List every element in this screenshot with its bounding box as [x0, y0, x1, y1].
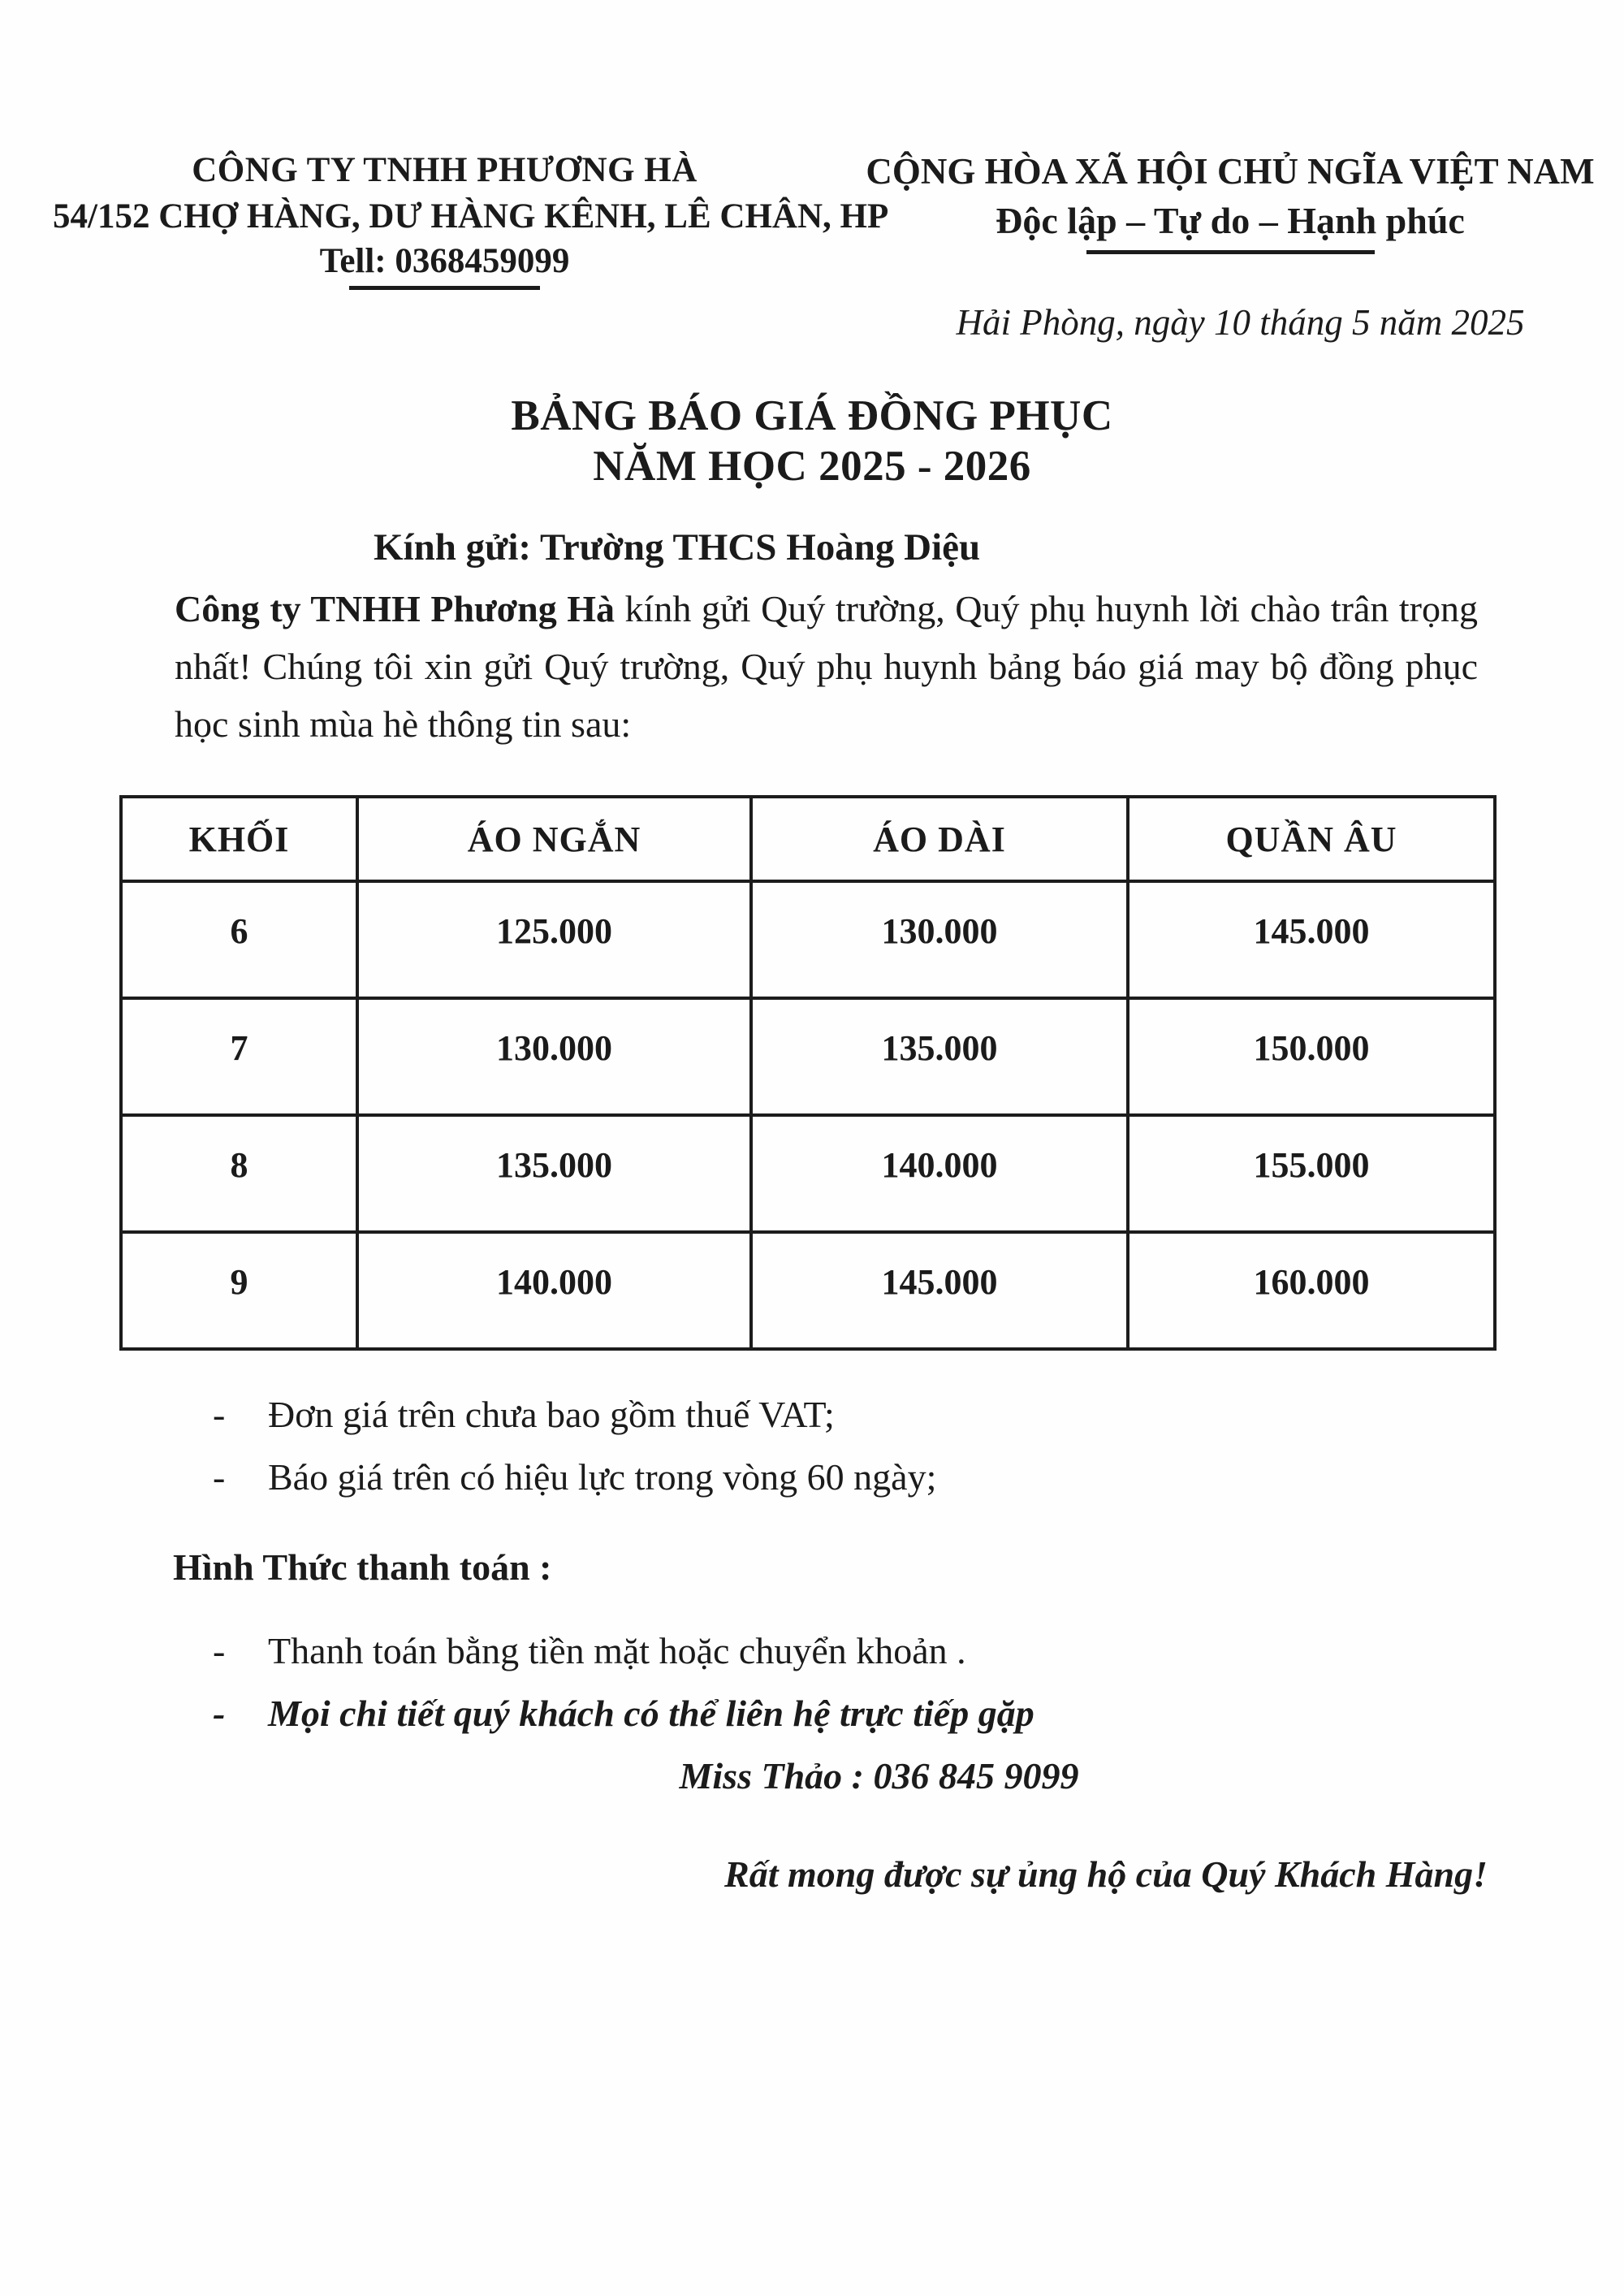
table-cell-price: 145.000: [1128, 881, 1495, 998]
note-text: Báo giá trên có hiệu lực trong vòng 60 ngày;: [268, 1456, 937, 1498]
table-cell-price: 150.000: [1128, 998, 1495, 1115]
closing-line: Rất mong được sự ủng hộ của Quý Khách Hàng!: [724, 1853, 1488, 1896]
note-item: [213, 1455, 1624, 1498]
table-cell-price: 135.000: [357, 1115, 751, 1232]
payment-items-list: [213, 1629, 1624, 1735]
notes-list: [213, 1393, 1624, 1498]
intro-company-name: Công ty TNHH Phương Hà: [175, 588, 615, 629]
table-cell-grade: 9: [121, 1232, 357, 1349]
table-header-khoi: KHỐI: [121, 797, 357, 881]
table-cell-price: 140.000: [751, 1115, 1128, 1232]
document-date: Hải Phòng, ngày 10 tháng 5 năm 2025: [956, 302, 1525, 343]
price-table: [119, 795, 1497, 1351]
table-cell-grade: 7: [121, 998, 357, 1115]
table-cell-price: 145.000: [751, 1232, 1128, 1349]
company-address: 54/152 CHỢ HÀNG, DƯ HÀNG KÊNH, LÊ CHÂN, HP: [53, 197, 889, 236]
table-header-ao-dai: ÁO DÀI: [751, 797, 1128, 881]
table-cell-price: 130.000: [357, 998, 751, 1115]
national-header-block: [836, 150, 1624, 344]
phone-underline-rule: [349, 286, 540, 290]
payment-heading: Hình Thức thanh toán :: [173, 1546, 552, 1589]
table-cell-price: 135.000: [751, 998, 1128, 1115]
table-cell-grade: 6: [121, 881, 357, 998]
document-title: [0, 391, 1624, 491]
note-item: [213, 1393, 1624, 1436]
payment-item: [213, 1629, 1624, 1672]
contact-line: Miss Thảo : 036 845 9099: [679, 1755, 1079, 1797]
payment-item-text: Thanh toán bằng tiền mặt hoặc chuyển khoản .: [268, 1630, 966, 1672]
payment-item: [213, 1692, 1624, 1735]
document-header: [0, 0, 1624, 344]
table-cell-grade: 8: [121, 1115, 357, 1232]
table-cell-price: 130.000: [751, 881, 1128, 998]
company-header-block: [53, 150, 889, 344]
table-row: [121, 881, 1495, 998]
company-phone: Tell: 0368459099: [319, 242, 570, 280]
dash-bullet: -: [213, 1693, 226, 1735]
national-motto: Độc lập – Tự do – Hạnh phúc: [996, 200, 1465, 241]
dash-bullet: -: [213, 1394, 226, 1436]
intro-text: kính gửi Quý trường, Quý phụ huynh lời chào trân trọng nhất! Chúng tôi xin gửi Quý trường, Quý phụ huynh bảng báo giá may bộ đồng phục học sinh mùa hè thông tin sau:: [175, 588, 1479, 745]
recipient-line: Kính gửi: Trường THCS Hoàng Diệu: [374, 526, 981, 569]
dash-bullet: -: [213, 1456, 226, 1498]
payment-item-text: Mọi chi tiết quý khách có thể liên hệ trực tiếp gặp: [268, 1693, 1034, 1735]
table-cell-price: 140.000: [357, 1232, 751, 1349]
note-text: Đơn giá trên chưa bao gồm thuế VAT;: [268, 1394, 835, 1436]
table-header-quan-au: QUẦN ÂU: [1128, 797, 1495, 881]
table-row: [121, 1232, 1495, 1349]
document-title-line2: NĂM HỌC 2025 - 2026: [593, 443, 1031, 490]
table-row: [121, 998, 1495, 1115]
company-name: CÔNG TY TNHH PHƯƠNG HÀ: [192, 151, 698, 189]
table-cell-price: 125.000: [357, 881, 751, 998]
table-cell-price: 155.000: [1128, 1115, 1495, 1232]
dash-bullet: -: [213, 1630, 226, 1672]
table-header-row: [121, 797, 1495, 881]
table-cell-price: 160.000: [1128, 1232, 1495, 1349]
intro-paragraph: [175, 581, 1478, 753]
table-header-ao-ngan: ÁO NGẮN: [357, 797, 751, 881]
national-title: CỘNG HÒA XÃ HỘI CHỦ NGĨA VIỆT NAM: [866, 151, 1595, 192]
table-row: [121, 1115, 1495, 1232]
document-title-line1: BẢNG BÁO GIÁ ĐỒNG PHỤC: [511, 392, 1113, 439]
motto-underline-rule: [1086, 250, 1375, 254]
